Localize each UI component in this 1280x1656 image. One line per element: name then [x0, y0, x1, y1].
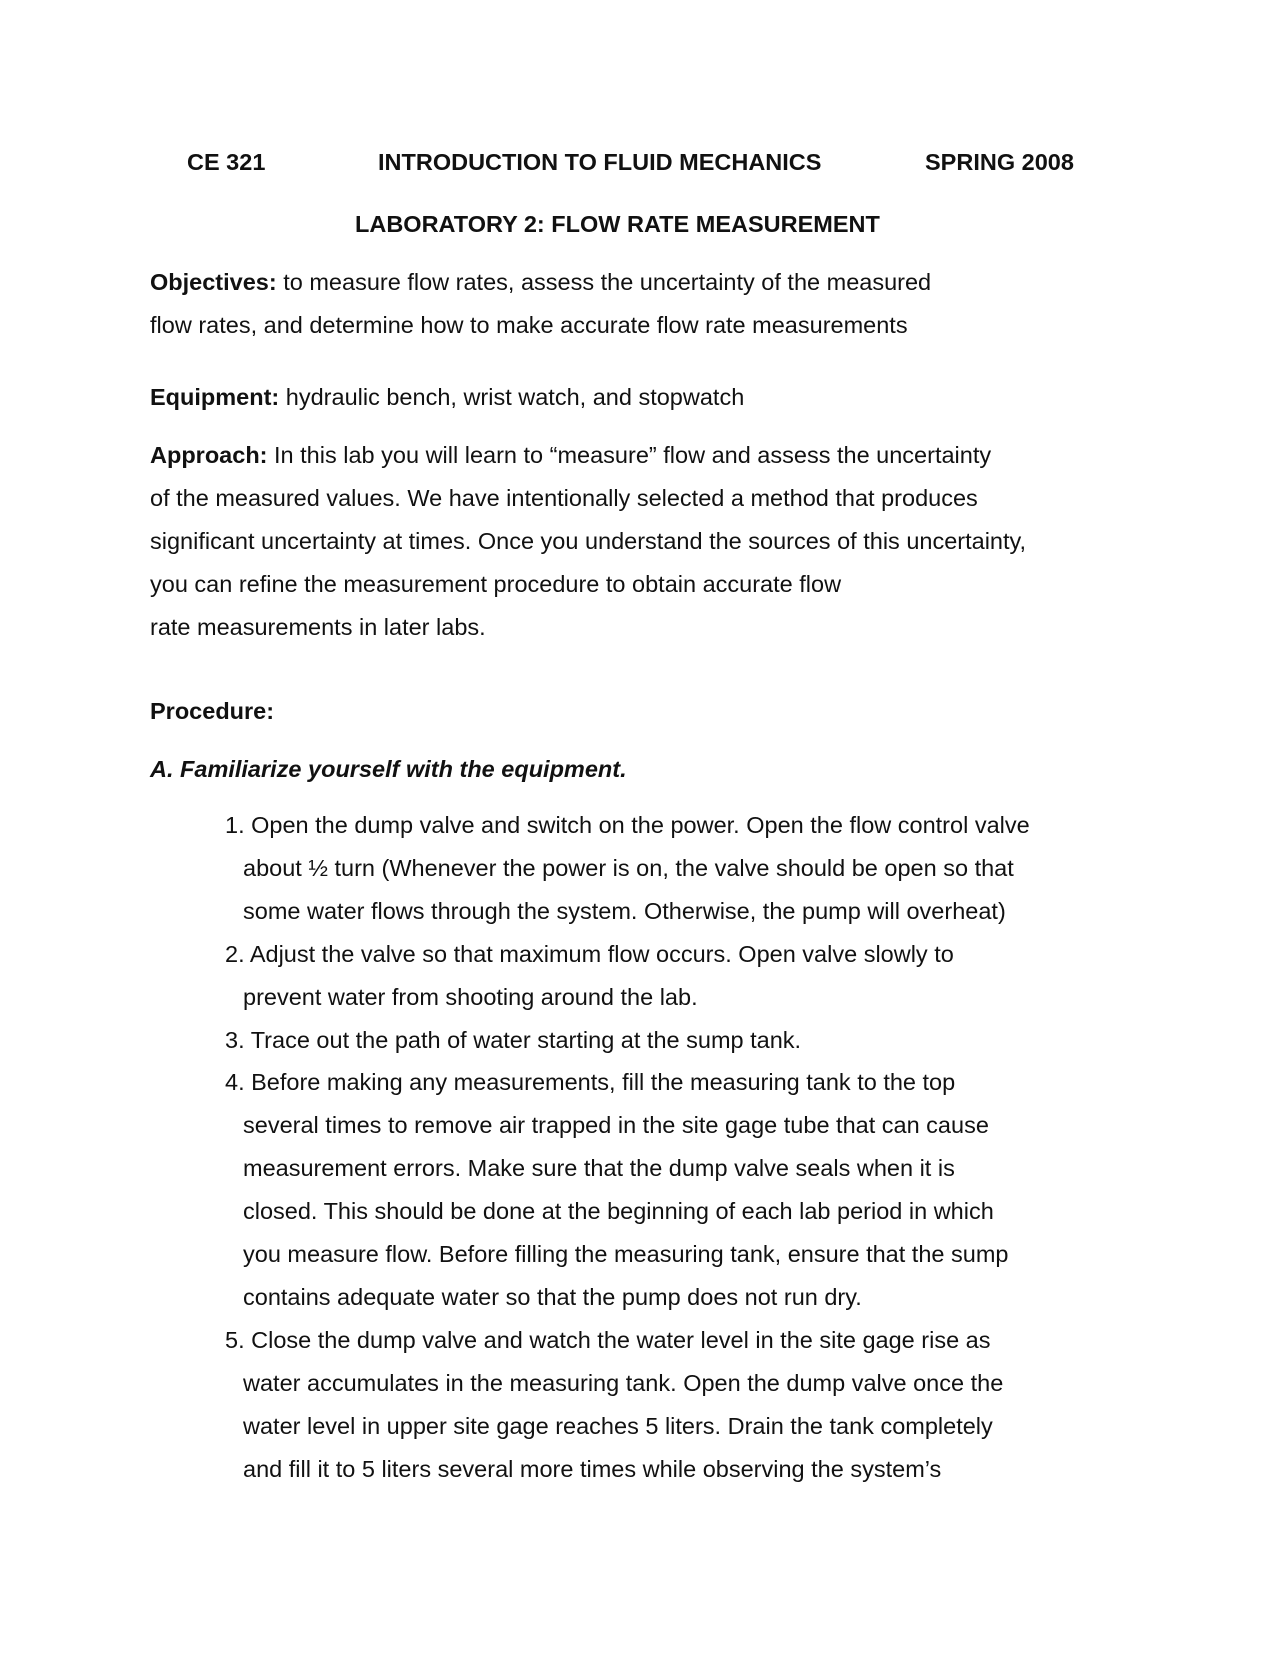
step-1-text: about ½ turn (Whenever the power is on, the valve should be open so that — [243, 854, 1014, 881]
approach-text: significant uncertainty at times. Once you understand the sources of this uncertainty, — [150, 527, 1027, 554]
step-2-text: prevent water from shooting around the lab. — [243, 983, 698, 1010]
equipment-label: Equipment: — [150, 384, 280, 410]
course-code: CE 321 — [187, 149, 266, 175]
term: SPRING 2008 — [925, 149, 1074, 175]
step-4-text: measurement errors. Make sure that the dump valve seals when it is — [243, 1155, 955, 1182]
course-title: INTRODUCTION TO FLUID MECHANICS — [378, 149, 822, 175]
lab-title: LABORATORY 2: FLOW RATE MEASUREMENT — [355, 211, 880, 237]
equipment-section — [150, 376, 744, 419]
section-a-heading: A. Familiarize yourself with the equipment. — [150, 756, 627, 782]
step-1: 1. Open the dump valve and switch on the power. Open the flow control valve — [225, 812, 1030, 838]
objectives-text: to measure flow rates, assess the uncertainty of the measured — [276, 269, 932, 295]
step-4-text: several times to remove air trapped in the site gage tube that can cause — [243, 1112, 989, 1139]
step-4-text: you measure flow. Before filling the measuring tank, ensure that the sump — [243, 1241, 1009, 1268]
approach-text: In this lab you will learn to “measure” flow and assess the uncertainty — [267, 442, 992, 468]
approach-text: you can refine the measurement procedure to obtain accurate flow — [150, 570, 842, 597]
step-3: 3. Trace out the path of water starting at the sump tank. — [225, 1026, 802, 1053]
objectives-text: flow rates, and determine how to make accurate flow rate measurements — [150, 311, 908, 338]
step-1-text: some water flows through the system. Otherwise, the pump will overheat) — [243, 897, 1006, 924]
approach-label: Approach: — [150, 442, 268, 468]
step-2: 2. Adjust the valve so that maximum flow occurs. Open valve slowly to — [225, 940, 954, 967]
step-5-text: and fill it to 5 liters several more times while observing the system’s — [243, 1455, 942, 1482]
objectives-section — [150, 261, 931, 347]
approach-text: rate measurements in later labs. — [150, 613, 486, 640]
step-4-text: closed. This should be done at the beginning of each lab period in which — [243, 1198, 994, 1225]
step-5: 5. Close the dump valve and watch the water level in the site gage rise as — [225, 1326, 991, 1353]
step-4: 4. Before making any measurements, fill the measuring tank to the top — [225, 1069, 956, 1096]
step-4-text: contains adequate water so that the pump does not run dry. — [243, 1283, 862, 1310]
objectives-label: Objectives: — [150, 269, 277, 295]
step-5-text: water level in upper site gage reaches 5 liters. Drain the tank completely — [243, 1412, 993, 1439]
approach-text: of the measured values. We have intentionally selected a method that produces — [150, 484, 978, 511]
procedure-heading: Procedure: — [150, 698, 275, 724]
procedure-steps — [225, 804, 1030, 1491]
equipment-text: hydraulic bench, wrist watch, and stopwatch — [279, 384, 745, 410]
approach-section — [150, 434, 1026, 649]
step-5-text: water accumulates in the measuring tank. Open the dump valve once the — [243, 1369, 1004, 1396]
